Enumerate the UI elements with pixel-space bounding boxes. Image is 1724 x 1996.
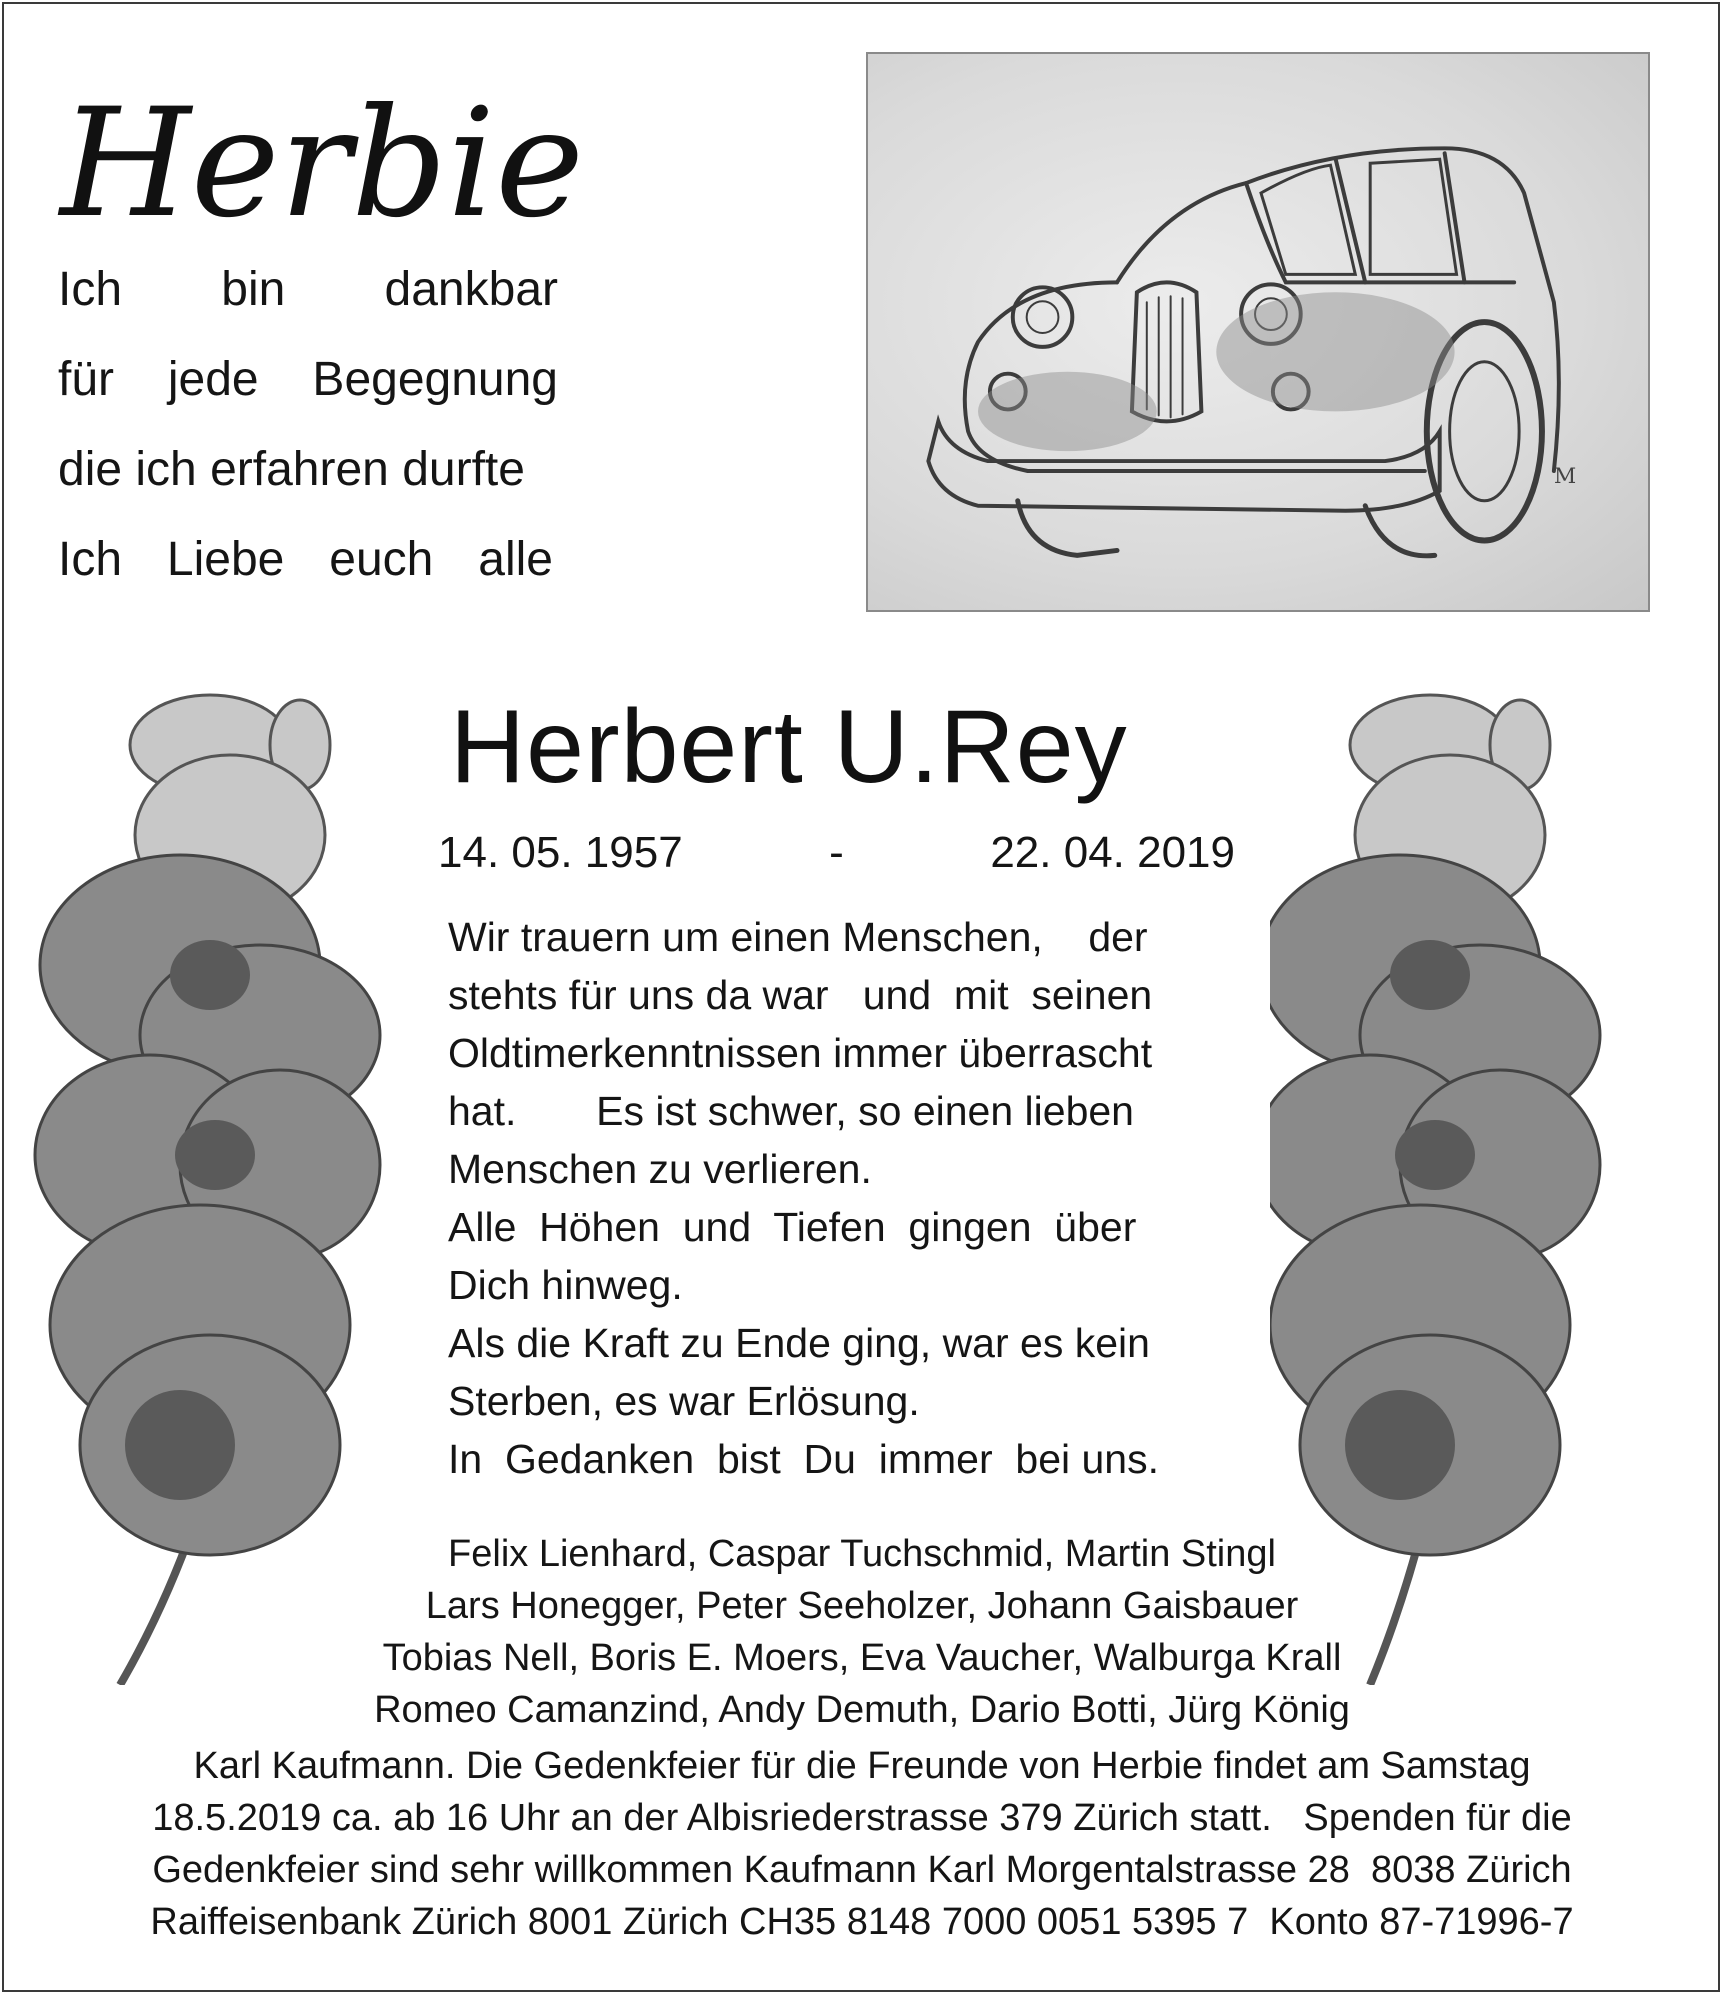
mourners-line: Lars Honegger, Peter Seeholzer, Johann Gaisbauer [425, 1585, 1299, 1627]
script-title-herbie [50, 20, 580, 240]
motto-line-1 [58, 245, 558, 335]
motto-line-3 [58, 425, 558, 515]
poem-line: Als die Kraft zu Ende ging, war es kein [448, 1320, 1150, 1366]
mourners-list [0, 1528, 1724, 1736]
deceased-name: Herbert U.Rey [450, 689, 1128, 805]
motto-word: Ich [58, 263, 123, 316]
poem-line: Sterben, es war Erlösung. [448, 1378, 920, 1424]
poem-line: Alle Höhen und Tiefen gingen über [448, 1204, 1137, 1250]
car-drawing-icon [868, 54, 1648, 610]
date-separator: - [829, 828, 844, 877]
motto-word: bin [221, 263, 286, 316]
notice-line: Raiffeisenbank Zürich 8001 Zürich CH35 8148 7000 0051 5395 7 Konto 87-71996-7 [150, 1901, 1574, 1943]
birth-date: 14. 05. 1957 [438, 828, 683, 877]
motto-line-4 [58, 515, 553, 605]
poem-line: Dich hinweg. [448, 1262, 683, 1308]
poem-line: hat. Es ist schwer, so einen lieben [448, 1088, 1134, 1134]
poem-line: Oldtimerkenntnissen immer überrascht [448, 1030, 1153, 1076]
notice-line: Karl Kaufmann. Die Gedenkfeier für die Freunde von Herbie findet am Samstag [193, 1745, 1531, 1787]
poem-line: stehts für uns da war und mit seinen [448, 972, 1153, 1018]
motto-word: Liebe [166, 533, 285, 586]
mourners-line: Tobias Nell, Boris E. Moers, Eva Vaucher, Walburga Krall [382, 1637, 1342, 1679]
memorial-notice [60, 1740, 1664, 1948]
car-drawing-photo [866, 52, 1650, 612]
mourners-line: Felix Lienhard, Caspar Tuchschmid, Martin Stingl [448, 1533, 1276, 1575]
poem-line: Menschen zu verlieren. [448, 1146, 872, 1192]
script-title-svg [50, 20, 580, 240]
motto [58, 245, 558, 605]
motto-word: dankbar [384, 263, 558, 316]
motto-word: die ich erfahren durfte [58, 443, 525, 496]
mourners-line: Romeo Camanzind, Andy Demuth, Dario Botti, Jürg König [374, 1689, 1350, 1731]
poem-line: Wir trauern um einen Menschen, der [448, 914, 1148, 960]
poem-line: In Gedanken bist Du immer bei uns. [448, 1436, 1159, 1482]
script-title-text: Herbie [60, 77, 580, 240]
motto-line-2 [58, 335, 558, 425]
motto-word: Ich [58, 533, 123, 586]
life-dates [438, 828, 1235, 878]
motto-word: für [58, 353, 115, 406]
artist-signature: M [1553, 463, 1577, 489]
motto-word: alle [478, 533, 553, 586]
death-date: 22. 04. 2019 [990, 828, 1235, 877]
motto-word: jede [167, 353, 259, 406]
poem [448, 908, 1253, 1488]
notice-line: Gedenkfeier sind sehr willkommen Kaufmann Karl Morgentalstrasse 28 8038 Zürich [152, 1849, 1572, 1891]
notice-line: 18.5.2019 ca. ab 16 Uhr an der Albisriederstrasse 379 Zürich statt. Spenden für die [152, 1797, 1572, 1839]
motto-word: Begegnung [312, 353, 558, 406]
motto-word: euch [329, 533, 434, 586]
